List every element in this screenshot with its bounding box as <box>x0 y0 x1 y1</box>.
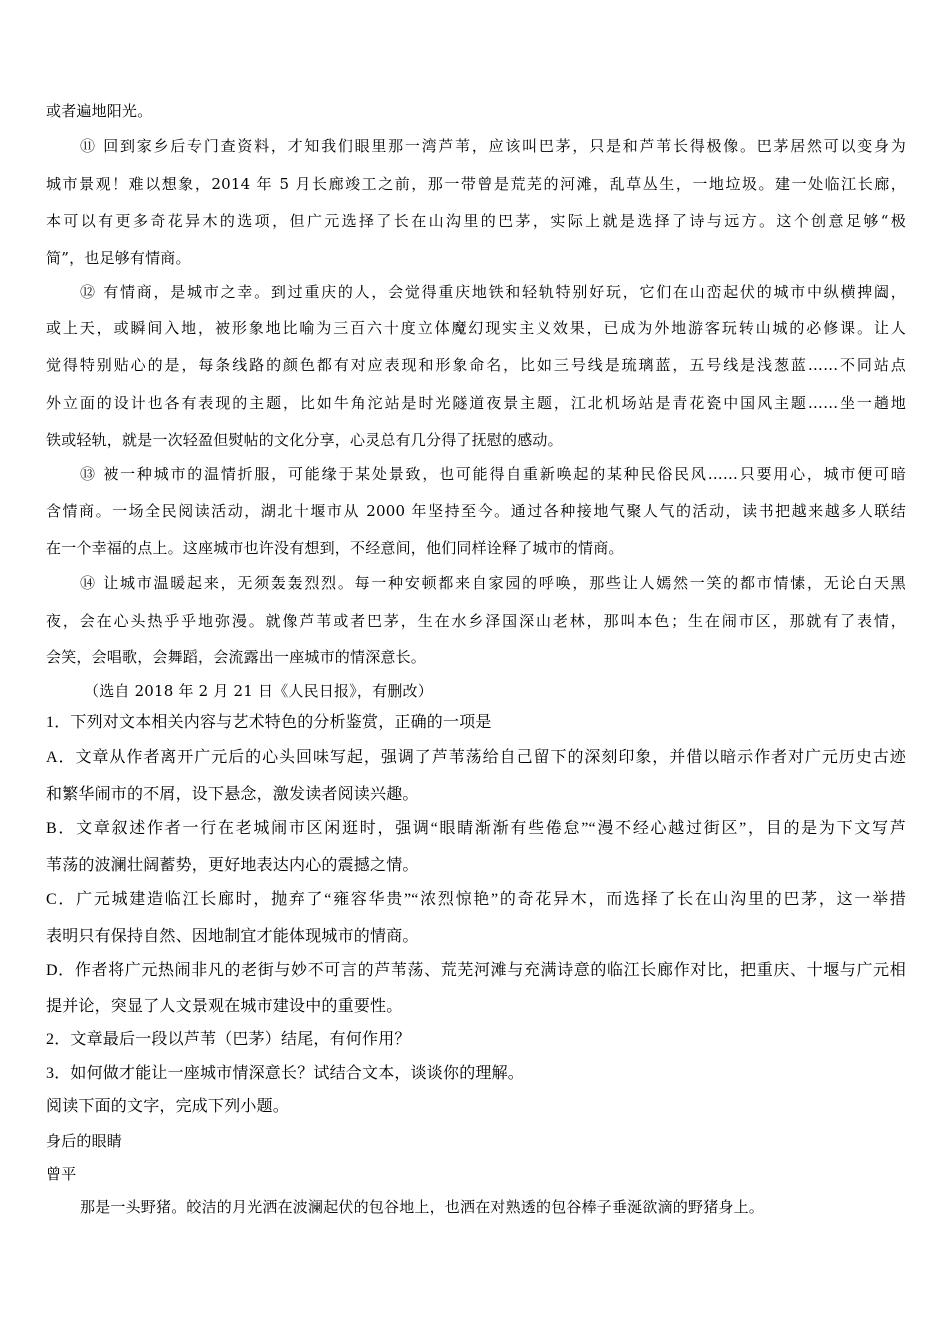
question-2: 2．文章最后一段以芦苇（巴茅）结尾，有何作用？ <box>46 1031 411 1048</box>
question-1: 1．下列对文本相关内容与艺术特色的分析鉴赏，正确的一项是 <box>46 714 492 731</box>
option-c-line: 表明只有保持自然、因地制宜才能体现城市的情商。 <box>46 928 419 945</box>
source-citation: （选自 2018 年 2 月 21 日《人民日报》，有删改） <box>84 682 433 700</box>
option-a-line: 和繁华闹市的不屑，设下悬念，激发读者阅读兴趣。 <box>46 786 419 803</box>
paragraph-12-line: 觉得特别贴心的是，每条线路的颜色都有对应表现和形象命名，比如三号线是琉璃蓝，五号线是浅葱蓝……不同站点 <box>46 356 906 374</box>
paragraph-11-line: 城市景观！难以想象，2014 年 5 月长廊竣工之前，那一带曾是荒芜的河滩，乱草丛生，一地垃圾。建一处临江长廊， <box>46 175 906 193</box>
option-b-line: B．文章叙述作者一行在老城闹市区闲逛时，强调“眼睛渐渐有些倦怠”“漫不经心越过街区”，目的是为下文写芦 <box>46 820 906 837</box>
story-title: 身后的眼睛 <box>46 1132 123 1150</box>
paragraph-14-line: 夜，会在心头热乎乎地弥漫。就像芦苇或者巴茅，生在水乡泽国深山老林，那叫本色；生在闹市区，那就有了表情， <box>46 612 906 630</box>
paragraph-13-line: ⑬ 被一种城市的温情折服，可能缘于某处景致，也可能得自重新唤起的某种民俗民风……只要用心，城市便可暗 <box>80 465 906 483</box>
question-3: 3．如何做才能让一座城市情深意长？试结合文本，谈谈你的理解。 <box>46 1065 525 1082</box>
paragraph-12-line: 铁或轻轨，就是一次轻盈但熨帖的文化分享，心灵总有几分得了抚慰的感动。 <box>46 431 563 449</box>
paragraph-14-line: ⑭ 让城市温暖起来，无须轰轰烈烈。每一种安顿都来自家园的呼唤，那些让人嫣然一笑的都市情愫，无论白天黑 <box>80 574 906 592</box>
paragraph-12-line: 或上天，或瞬间入地，被形象地比喻为三百六十度立体魔幻现实主义效果，已成为外地游客玩转山城的必修课。让人 <box>46 319 906 337</box>
paragraph-14-line: 会笑，会唱歌，会舞蹈，会流露出一座城市的情深意长。 <box>46 648 427 666</box>
paragraph-13-line: 含情商。一场全民阅读活动，湖北十堰市从 2000 年坚持至今。通过各种接地气聚人气的活动，读书把越来越多人联结 <box>46 502 906 520</box>
option-c-line: C．广元城建造临江长廊时，抛弃了“雍容华贵”“浓烈惊艳”的奇花异木，而选择了长在山沟里的巴茅，这一举措 <box>46 891 906 908</box>
option-b-line: 苇荡的波澜壮阔蓄势，更好地表达内心的震撼之情。 <box>46 857 419 874</box>
reading-instruction: 阅读下面的文字，完成下列小题。 <box>46 1098 290 1115</box>
paragraph-13-line: 在一个幸福的点上。这座城市也许没有想到，不经意间，他们同样诠释了城市的情商。 <box>46 539 624 557</box>
text-line: 或者遍地阳光。 <box>46 102 153 120</box>
option-a-line: A．文章从作者离开广元后的心头回味写起，强调了芦苇荡给自己留下的深刻印象，并借以暗示作者对广元历史古迹 <box>46 749 906 766</box>
story-author: 曾平 <box>46 1165 77 1183</box>
paragraph-11-line: ⑪ 回到家乡后专门查资料，才知我们眼里那一湾芦苇，应该叫巴茅，只是和芦苇长得极像。巴茅居然可以变身为 <box>80 137 906 155</box>
story-first-line: 那是一头野猪。皎洁的月光洒在波澜起伏的包谷地上，也洒在对熟透的包谷棒子垂涎欲滴的野猪身上。 <box>80 1198 765 1216</box>
paragraph-12-line: 外立面的设计也各有表现的主题，比如牛角沱站是时光隧道夜景主题，江北机场站是青花瓷中国风主题……坐一趟地 <box>46 394 906 412</box>
option-d-line: D．作者将广元热闹非凡的老街与妙不可言的芦苇荡、荒芜河滩与充满诗意的临江长廊作对比，把重庆、十堰与广元相 <box>46 962 906 979</box>
option-d-line: 提并论，突显了人文景观在城市建设中的重要性。 <box>46 998 403 1015</box>
paragraph-12-line: ⑫ 有情商，是城市之幸。到过重庆的人，会觉得重庆地铁和轻轨特别好玩，它们在山峦起伏的城市中纵横捭阖， <box>80 283 906 301</box>
paragraph-11-line: 本可以有更多奇花异木的选项，但广元选择了长在山沟里的巴茅，实际上就是选择了诗与远方。这个创意足够“极 <box>46 212 906 230</box>
paragraph-11-line: 简”，也足够有情商。 <box>46 249 191 267</box>
